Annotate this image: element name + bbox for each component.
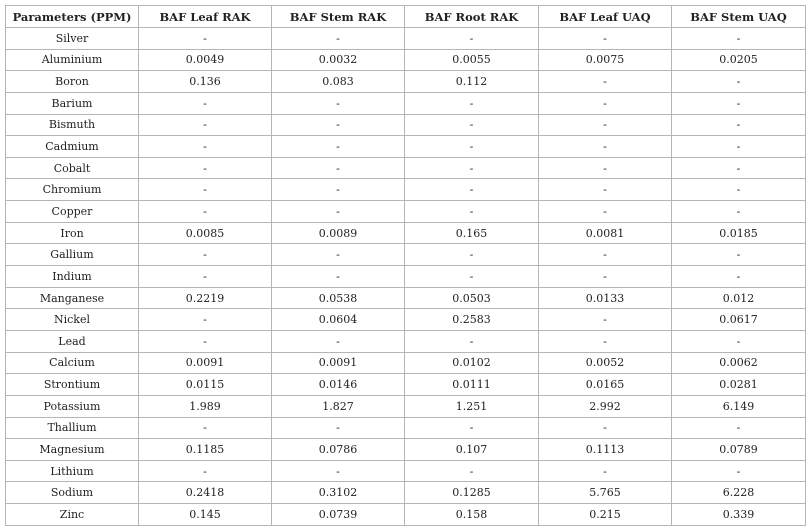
parameter-name-cell: Aluminium xyxy=(6,49,139,71)
value-cell: 6.228 xyxy=(672,482,806,504)
table-row xyxy=(6,28,806,50)
table-row xyxy=(6,417,806,439)
table-row xyxy=(6,92,806,114)
value-cell: - xyxy=(139,201,272,223)
parameter-name-cell: Cadmium xyxy=(6,136,139,158)
value-cell: - xyxy=(672,71,806,93)
value-cell: - xyxy=(405,266,539,288)
header-baf-stem-rak: BAF Stem RAK xyxy=(272,6,405,28)
value-cell: - xyxy=(405,157,539,179)
value-cell: - xyxy=(139,179,272,201)
value-cell: - xyxy=(539,460,672,482)
value-cell: - xyxy=(539,179,672,201)
table-row xyxy=(6,201,806,223)
value-cell: - xyxy=(272,114,405,136)
parameter-name-cell: Cobalt xyxy=(6,157,139,179)
value-cell: 0.0133 xyxy=(539,287,672,309)
value-cell: - xyxy=(672,157,806,179)
value-cell: - xyxy=(672,244,806,266)
value-cell: - xyxy=(672,28,806,50)
value-cell: - xyxy=(405,417,539,439)
value-cell: 0.0503 xyxy=(405,287,539,309)
value-cell: 0.0205 xyxy=(672,49,806,71)
header-baf-leaf-rak: BAF Leaf RAK xyxy=(139,6,272,28)
value-cell: - xyxy=(272,179,405,201)
value-cell: - xyxy=(539,136,672,158)
value-cell: - xyxy=(539,114,672,136)
table-row xyxy=(6,49,806,71)
value-cell: - xyxy=(405,244,539,266)
value-cell: - xyxy=(139,28,272,50)
data-table xyxy=(5,5,806,526)
value-cell: - xyxy=(539,28,672,50)
table-row xyxy=(6,179,806,201)
value-cell: - xyxy=(539,330,672,352)
table-row xyxy=(6,114,806,136)
value-cell: - xyxy=(672,330,806,352)
table-row xyxy=(6,439,806,461)
value-cell: - xyxy=(272,28,405,50)
table-row xyxy=(6,244,806,266)
value-cell: 0.0165 xyxy=(539,374,672,396)
parameter-name-cell: Strontium xyxy=(6,374,139,396)
value-cell: 0.0049 xyxy=(139,49,272,71)
table-row xyxy=(6,222,806,244)
table-row xyxy=(6,136,806,158)
value-cell: 1.827 xyxy=(272,395,405,417)
value-cell: - xyxy=(405,460,539,482)
value-cell: - xyxy=(672,136,806,158)
value-cell: 0.0062 xyxy=(672,352,806,374)
value-cell: - xyxy=(405,28,539,50)
value-cell: 2.992 xyxy=(539,395,672,417)
parameter-name-cell: Thallium xyxy=(6,417,139,439)
value-cell: - xyxy=(272,460,405,482)
value-cell: 0.0089 xyxy=(272,222,405,244)
value-cell: 0.0789 xyxy=(672,439,806,461)
parameter-name-cell: Magnesium xyxy=(6,439,139,461)
value-cell: 0.0111 xyxy=(405,374,539,396)
table-row xyxy=(6,266,806,288)
value-cell: 0.1113 xyxy=(539,439,672,461)
table-row xyxy=(6,395,806,417)
value-cell: 0.0604 xyxy=(272,309,405,331)
value-cell: - xyxy=(139,330,272,352)
value-cell: 0.215 xyxy=(539,504,672,526)
value-cell: - xyxy=(139,417,272,439)
value-cell: 0.145 xyxy=(139,504,272,526)
parameter-name-cell: Bismuth xyxy=(6,114,139,136)
header-baf-stem-uaq: BAF Stem UAQ xyxy=(672,6,806,28)
value-cell: 0.0739 xyxy=(272,504,405,526)
value-cell: - xyxy=(272,201,405,223)
value-cell: - xyxy=(672,266,806,288)
value-cell: 0.165 xyxy=(405,222,539,244)
value-cell: 0.107 xyxy=(405,439,539,461)
value-cell: 0.0146 xyxy=(272,374,405,396)
value-cell: 5.765 xyxy=(539,482,672,504)
value-cell: 0.2219 xyxy=(139,287,272,309)
value-cell: 0.083 xyxy=(272,71,405,93)
value-cell: - xyxy=(272,157,405,179)
value-cell: - xyxy=(539,266,672,288)
parameter-name-cell: Boron xyxy=(6,71,139,93)
value-cell: 0.2583 xyxy=(405,309,539,331)
value-cell: - xyxy=(672,417,806,439)
value-cell: - xyxy=(672,114,806,136)
parameter-name-cell: Chromium xyxy=(6,179,139,201)
value-cell: - xyxy=(539,309,672,331)
parameter-name-cell: Calcium xyxy=(6,352,139,374)
value-cell: 0.0085 xyxy=(139,222,272,244)
value-cell: - xyxy=(405,114,539,136)
value-cell: - xyxy=(139,460,272,482)
value-cell: 1.989 xyxy=(139,395,272,417)
value-cell: - xyxy=(272,417,405,439)
value-cell: 0.0052 xyxy=(539,352,672,374)
value-cell: - xyxy=(139,114,272,136)
value-cell: - xyxy=(539,201,672,223)
value-cell: - xyxy=(405,330,539,352)
parameter-name-cell: Indium xyxy=(6,266,139,288)
parameter-name-cell: Sodium xyxy=(6,482,139,504)
table-row xyxy=(6,71,806,93)
value-cell: - xyxy=(139,157,272,179)
value-cell: 0.1285 xyxy=(405,482,539,504)
value-cell: 0.0617 xyxy=(672,309,806,331)
value-cell: - xyxy=(539,92,672,114)
parameter-name-cell: Nickel xyxy=(6,309,139,331)
table-row xyxy=(6,352,806,374)
value-cell: - xyxy=(405,136,539,158)
value-cell: 0.0281 xyxy=(672,374,806,396)
table-header-row xyxy=(6,6,806,28)
value-cell: - xyxy=(539,417,672,439)
parameter-name-cell: Lead xyxy=(6,330,139,352)
value-cell: - xyxy=(272,266,405,288)
table-row xyxy=(6,330,806,352)
parameter-name-cell: Iron xyxy=(6,222,139,244)
parameter-name-cell: Lithium xyxy=(6,460,139,482)
value-cell: - xyxy=(272,92,405,114)
value-cell: - xyxy=(272,330,405,352)
value-cell: 0.0185 xyxy=(672,222,806,244)
value-cell: 0.158 xyxy=(405,504,539,526)
value-cell: 6.149 xyxy=(672,395,806,417)
value-cell: - xyxy=(139,266,272,288)
value-cell: - xyxy=(405,201,539,223)
table-row xyxy=(6,504,806,526)
value-cell: - xyxy=(405,92,539,114)
parameter-name-cell: Zinc xyxy=(6,504,139,526)
header-parameters: Parameters (PPM) xyxy=(6,6,139,28)
parameter-name-cell: Gallium xyxy=(6,244,139,266)
value-cell: - xyxy=(272,244,405,266)
value-cell: - xyxy=(139,309,272,331)
table-row xyxy=(6,460,806,482)
table-row xyxy=(6,157,806,179)
value-cell: 0.339 xyxy=(672,504,806,526)
value-cell: 0.0055 xyxy=(405,49,539,71)
table-row xyxy=(6,287,806,309)
table-row xyxy=(6,374,806,396)
value-cell: 0.0102 xyxy=(405,352,539,374)
parameter-name-cell: Silver xyxy=(6,28,139,50)
value-cell: 0.112 xyxy=(405,71,539,93)
value-cell: 0.3102 xyxy=(272,482,405,504)
value-cell: - xyxy=(539,157,672,179)
value-cell: 0.0786 xyxy=(272,439,405,461)
value-cell: - xyxy=(139,92,272,114)
value-cell: 0.0091 xyxy=(139,352,272,374)
value-cell: - xyxy=(672,179,806,201)
value-cell: - xyxy=(672,460,806,482)
value-cell: 0.0091 xyxy=(272,352,405,374)
value-cell: - xyxy=(139,244,272,266)
value-cell: 1.251 xyxy=(405,395,539,417)
parameter-name-cell: Potassium xyxy=(6,395,139,417)
table-row xyxy=(6,482,806,504)
parameter-name-cell: Barium xyxy=(6,92,139,114)
value-cell: 0.136 xyxy=(139,71,272,93)
value-cell: - xyxy=(539,71,672,93)
value-cell: - xyxy=(672,201,806,223)
header-baf-root-rak: BAF Root RAK xyxy=(405,6,539,28)
value-cell: 0.0115 xyxy=(139,374,272,396)
value-cell: 0.012 xyxy=(672,287,806,309)
value-cell: - xyxy=(539,244,672,266)
header-baf-leaf-uaq: BAF Leaf UAQ xyxy=(539,6,672,28)
parameter-name-cell: Manganese xyxy=(6,287,139,309)
value-cell: - xyxy=(139,136,272,158)
value-cell: 0.1185 xyxy=(139,439,272,461)
table-row xyxy=(6,309,806,331)
table-body xyxy=(6,28,806,526)
value-cell: 0.0032 xyxy=(272,49,405,71)
value-cell: - xyxy=(672,92,806,114)
value-cell: 0.0538 xyxy=(272,287,405,309)
value-cell: 0.2418 xyxy=(139,482,272,504)
value-cell: 0.0081 xyxy=(539,222,672,244)
value-cell: - xyxy=(272,136,405,158)
value-cell: 0.0075 xyxy=(539,49,672,71)
parameter-name-cell: Copper xyxy=(6,201,139,223)
value-cell: - xyxy=(405,179,539,201)
